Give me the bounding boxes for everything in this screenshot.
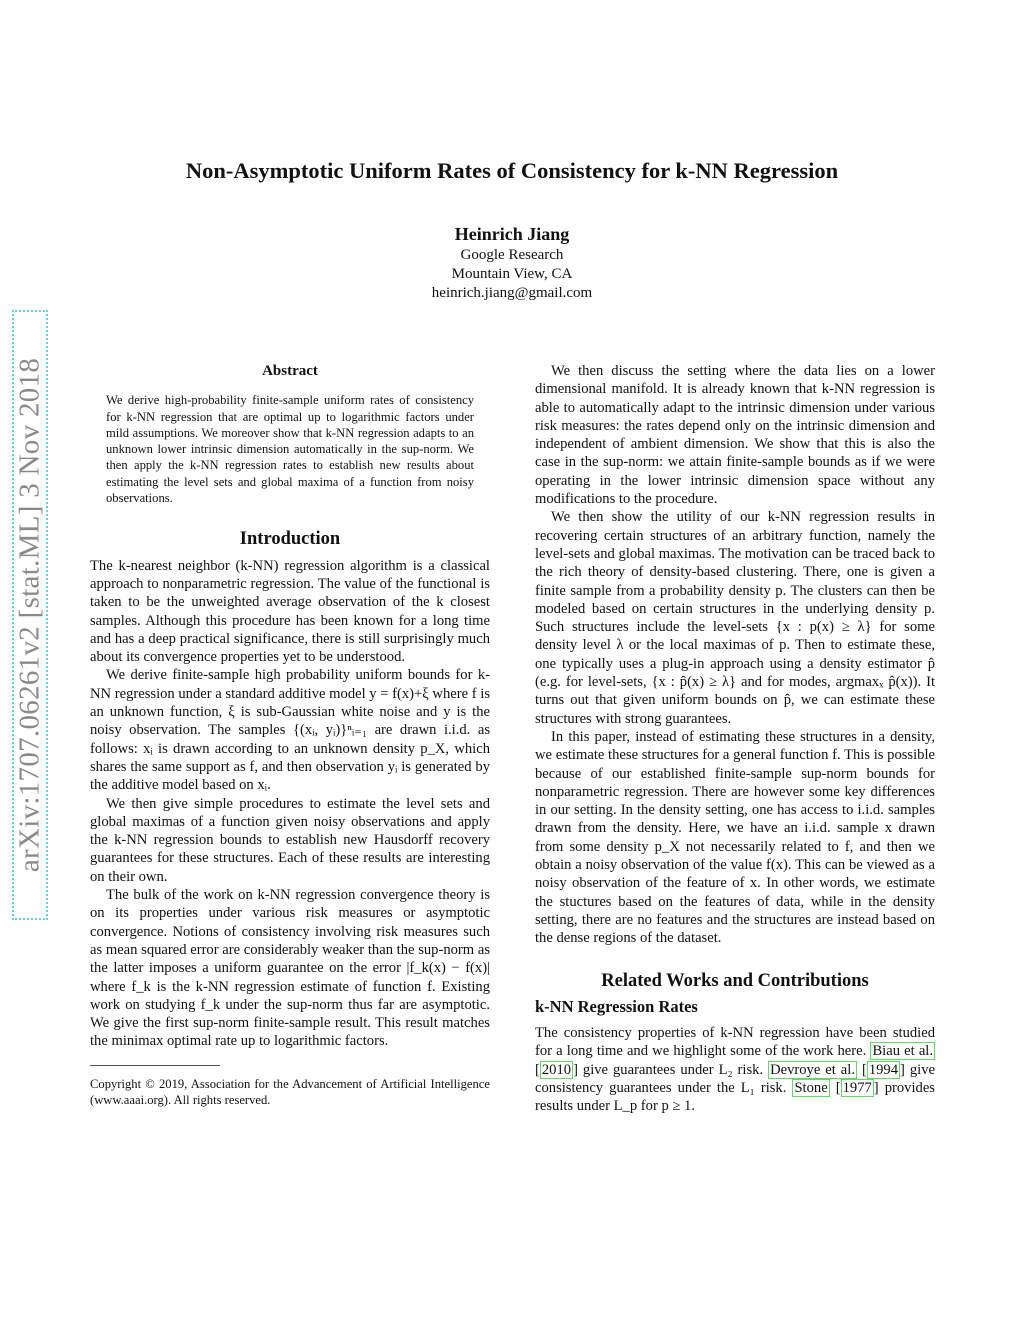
related-works-paragraph: The consistency properties of k-NN regression have been studied for a long time and we highlight some of the work here. Biau et al. [ 2010 ] give guarantees under L₂ risk. Devroye et al. [ 1994 ] give consistency guarantees under the L₁ risk. Stone [ 1977 ] provides results under L_p for p ≥ 1. xyxy=(535,1025,935,1115)
citation-link-biau[interactable]: Biau et al. xyxy=(872,1043,933,1060)
intro-paragraph: The k-nearest neighbor (k-NN) regression algorithm is a classical approach to nonparametric regression. The value of the functional is taken to be the unweighted average observation of the k closest samples. Although this procedure has been known for a long time and has a deep practical significance, there is still surprisingly much about its convergence properties yet to be understood. xyxy=(90,557,490,666)
body-paragraph: We then discuss the setting where the data lies on a lower dimensional manifold. It is already known that k-NN regression is able to automatically adapt to the intrinsic dimension under various risk measures: the rates depend only on the intrinsic dimension and independent of ambient dimension. We show that this is also the case in the sup-norm: we attain finite-sample bounds as if we were operating in the lower intrinsic dimension space without any modifications to the procedure. xyxy=(535,363,935,508)
author-name: Heinrich Jiang xyxy=(454,224,570,244)
copyright-notice: Copyright © 2019, Association for the Advancement of Artificial Intelligence (www.aaai.org). All rights reserved. xyxy=(90,1076,490,1107)
citation-year-devroye[interactable]: 1994 xyxy=(868,1061,899,1078)
author-location: Mountain View, CA xyxy=(451,266,573,282)
body-paragraph: In this paper, instead of estimating these structures in a density, we estimate these structures for a general function f. This is possible because of our established finite-sample sup-norm bounds for nonparametric regression. There are however some key differences in our setting. In the density setting, one has access to i.i.d. samples drawn from the density. Here, we have an i.i.d. sample x drawn from some density p_X not necessarily related to f, and then we obtain a noisy observation of the value f(x). This can be viewed as a noisy observation of the feature of x. In other words, we estimate the stuctures based on the features of data, while in the density setting, there are no features and the structures are instead based on the dense regions of the dataset. xyxy=(535,728,935,947)
knn-rates-subheading: k-NN Regression Rates xyxy=(535,996,698,1016)
arxiv-side-stamp xyxy=(12,310,48,920)
left-column xyxy=(90,362,490,1108)
related-text: give guarantees under L₂ risk. xyxy=(582,1061,764,1078)
abstract-text: We derive high-probability finite-sample uniform rates of consistency for k-NN regression that are optimal up to logarithmic factors under mild assumptions. We moreover show that k-NN regression adapts to an unknown lower intrinsic dimension automatically in the sup-norm. We then apply the k-NN regression rates to establish new results about estimating the level sets and global maxima of a function from noisy observations. xyxy=(106,393,474,506)
author-email: heinrich.jiang@gmail.com xyxy=(431,285,593,301)
author-block xyxy=(90,222,934,303)
author-affiliation: Google Research xyxy=(460,247,564,263)
intro-paragraph: We then give simple procedures to estimate the level sets and global maximas of a function given noisy observations and apply the k-NN regression bounds to establish new Hausdorff recovery guarantees for these structures. Each of these results are interesting on their own. xyxy=(90,795,490,885)
arxiv-identifier: arXiv:1707.06261v2 [stat.ML] 3 Nov 2018 xyxy=(13,357,46,873)
introduction-heading: Introduction xyxy=(239,529,341,550)
paper-title: Non-Asymptotic Uniform Rates of Consistency for k-NN Regression xyxy=(185,158,839,183)
related-works-heading: Related Works and Contributions xyxy=(601,970,869,991)
related-text: provides results under L_p for p ≥ 1. xyxy=(535,1079,935,1115)
abstract-heading: Abstract xyxy=(262,363,318,379)
intro-paragraph: The bulk of the work on k-NN regression convergence theory is on its properties under various risk measures or asymptotic convergence. Notions of consistency involving risk measures such as mean squared error are considerably weaker than the sup-norm as the latter imposes a uniform guarantee on the error |f_k(x) − f(x)| where f_k is the k-NN regression estimate of function f. Existing work on studying f_k under the sup-norm thus far are asymptotic. We give the first sup-norm finite-sample result. This result matches the minimax optimal rate up to logarithmic factors. xyxy=(90,887,490,1050)
body-paragraph: We then show the utility of our k-NN regression results in recovering certain structures of an arbitrary function, namely the level-sets and global maximas. The motivation can be traced back to the rich theory of density-based clustering. There, one is given a finite sample from a probability density p. The clusters can then be modeled based on certain structures in the underlying density p. Such structures include the level-sets {x : p(x) ≥ λ} for some density level λ or the local maximas of p. Then to estimate these, one typically uses a plug-in approach using a density estimator p̂ (e.g. for level-sets, {x : p̂(x) ≥ λ} and for modes, argmaxₓ p̂(x)). It turns out that given uniform bounds on p̂, we can estimate these structures with strong guarantees. xyxy=(535,509,935,727)
related-text: The consistency properties of k-NN regression have been studied for a long time and we highlight some of the work here. xyxy=(535,1025,935,1060)
citation-link-devroye[interactable]: Devroye et al. xyxy=(770,1061,855,1078)
related-text: give consistency guarantees under the L₁ risk. xyxy=(535,1061,935,1096)
citation-year-stone[interactable]: 1977 xyxy=(842,1079,872,1096)
citation-year-biau[interactable]: 2010 xyxy=(541,1061,572,1078)
right-column xyxy=(535,362,935,1116)
intro-paragraph: We derive finite-sample high probability uniform bounds for k-NN regression under a standard additive model y = f(x)+ξ where f is an unknown function, ξ is sub-Gaussian white noise and y is the noisy observation. The samples {(xᵢ, yᵢ)}ⁿᵢ₌₁ are drawn i.i.d. as follows: xᵢ is drawn according to an unknown density p_X, which shares the same support as f, and then observation yᵢ is generated by the additive model based on xᵢ. xyxy=(90,667,490,794)
citation-link-stone[interactable]: Stone xyxy=(794,1079,828,1096)
